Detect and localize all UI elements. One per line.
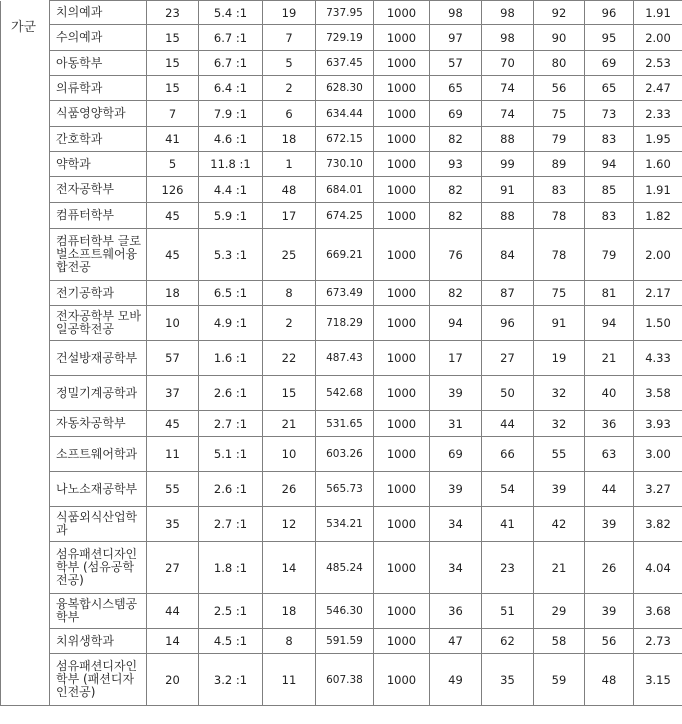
s3-cell: 75 bbox=[534, 281, 585, 306]
s3-cell: 75 bbox=[534, 101, 585, 127]
s3-cell: 80 bbox=[534, 51, 585, 76]
ratio-cell: 6.5 :1 bbox=[199, 281, 263, 306]
score-cell: 729.19 bbox=[316, 25, 374, 51]
ratio-cell: 5.4 :1 bbox=[199, 1, 263, 25]
s3-cell: 78 bbox=[534, 203, 585, 229]
max-cell: 1000 bbox=[374, 411, 430, 437]
score-cell: 591.59 bbox=[316, 629, 374, 654]
score-cell: 674.25 bbox=[316, 203, 374, 229]
ratio-cell: 4.6 :1 bbox=[199, 127, 263, 152]
table-row bbox=[1, 629, 682, 654]
score-cell: 542.68 bbox=[316, 376, 374, 411]
s1-cell: 34 bbox=[430, 542, 482, 594]
s4-cell: 36 bbox=[585, 411, 634, 437]
table-row bbox=[1, 127, 682, 152]
s3-cell: 32 bbox=[534, 376, 585, 411]
s4-cell: 85 bbox=[585, 177, 634, 203]
ratio-cell: 4.5 :1 bbox=[199, 629, 263, 654]
s2-cell: 70 bbox=[482, 51, 534, 76]
dept-cell: 융복합시스템공학부 bbox=[50, 594, 147, 629]
max-cell: 1000 bbox=[374, 25, 430, 51]
grade-cell: 3.58 bbox=[634, 376, 682, 411]
s1-cell: 39 bbox=[430, 472, 482, 507]
score-cell: 634.44 bbox=[316, 101, 374, 127]
s2-cell: 88 bbox=[482, 127, 534, 152]
rank-cell: 14 bbox=[263, 542, 316, 594]
score-cell: 534.21 bbox=[316, 507, 374, 542]
score-cell: 603.26 bbox=[316, 437, 374, 472]
table-row bbox=[1, 507, 682, 542]
quota-cell: 15 bbox=[147, 51, 199, 76]
s4-cell: 39 bbox=[585, 594, 634, 629]
s2-cell: 66 bbox=[482, 437, 534, 472]
score-cell: 487.43 bbox=[316, 341, 374, 376]
max-cell: 1000 bbox=[374, 542, 430, 594]
rank-cell: 15 bbox=[263, 376, 316, 411]
s4-cell: 40 bbox=[585, 376, 634, 411]
s3-cell: 32 bbox=[534, 411, 585, 437]
table-row bbox=[1, 101, 682, 127]
quota-cell: 35 bbox=[147, 507, 199, 542]
max-cell: 1000 bbox=[374, 629, 430, 654]
rank-cell: 48 bbox=[263, 177, 316, 203]
grade-cell: 1.91 bbox=[634, 177, 682, 203]
grade-cell: 2.47 bbox=[634, 76, 682, 101]
s1-cell: 49 bbox=[430, 654, 482, 706]
ratio-cell: 2.6 :1 bbox=[199, 472, 263, 507]
table-row bbox=[1, 594, 682, 629]
dept-cell: 약학과 bbox=[50, 152, 147, 177]
dept-cell: 컴퓨터학부 bbox=[50, 203, 147, 229]
quota-cell: 45 bbox=[147, 229, 199, 281]
dept-cell: 소프트웨어학과 bbox=[50, 437, 147, 472]
table-row bbox=[1, 76, 682, 101]
s2-cell: 88 bbox=[482, 203, 534, 229]
s2-cell: 54 bbox=[482, 472, 534, 507]
rank-cell: 7 bbox=[263, 25, 316, 51]
table-row bbox=[1, 25, 682, 51]
s2-cell: 41 bbox=[482, 507, 534, 542]
rank-cell: 18 bbox=[263, 127, 316, 152]
grade-cell: 4.04 bbox=[634, 542, 682, 594]
rank-cell: 19 bbox=[263, 1, 316, 25]
table-row bbox=[1, 654, 682, 706]
dept-cell: 수의예과 bbox=[50, 25, 147, 51]
s4-cell: 95 bbox=[585, 25, 634, 51]
s4-cell: 44 bbox=[585, 472, 634, 507]
rank-cell: 8 bbox=[263, 629, 316, 654]
rank-cell: 5 bbox=[263, 51, 316, 76]
score-cell: 628.30 bbox=[316, 76, 374, 101]
s1-cell: 39 bbox=[430, 376, 482, 411]
s1-cell: 82 bbox=[430, 203, 482, 229]
s3-cell: 92 bbox=[534, 1, 585, 25]
grade-cell: 1.95 bbox=[634, 127, 682, 152]
score-cell: 531.65 bbox=[316, 411, 374, 437]
quota-cell: 45 bbox=[147, 411, 199, 437]
grade-cell: 2.17 bbox=[634, 281, 682, 306]
rank-cell: 18 bbox=[263, 594, 316, 629]
s1-cell: 34 bbox=[430, 507, 482, 542]
grade-cell: 2.00 bbox=[634, 229, 682, 281]
s3-cell: 59 bbox=[534, 654, 585, 706]
s1-cell: 17 bbox=[430, 341, 482, 376]
s2-cell: 91 bbox=[482, 177, 534, 203]
s4-cell: 48 bbox=[585, 654, 634, 706]
ratio-cell: 4.4 :1 bbox=[199, 177, 263, 203]
s2-cell: 50 bbox=[482, 376, 534, 411]
grade-cell: 4.33 bbox=[634, 341, 682, 376]
score-cell: 637.45 bbox=[316, 51, 374, 76]
max-cell: 1000 bbox=[374, 152, 430, 177]
s2-cell: 51 bbox=[482, 594, 534, 629]
ratio-cell: 2.6 :1 bbox=[199, 376, 263, 411]
grade-cell: 1.60 bbox=[634, 152, 682, 177]
max-cell: 1000 bbox=[374, 229, 430, 281]
s1-cell: 31 bbox=[430, 411, 482, 437]
table-row bbox=[1, 229, 682, 281]
rank-cell: 6 bbox=[263, 101, 316, 127]
s3-cell: 90 bbox=[534, 25, 585, 51]
ratio-cell: 6.4 :1 bbox=[199, 76, 263, 101]
s1-cell: 36 bbox=[430, 594, 482, 629]
dept-cell: 전기공학과 bbox=[50, 281, 147, 306]
dept-cell: 간호학과 bbox=[50, 127, 147, 152]
score-cell: 485.24 bbox=[316, 542, 374, 594]
score-cell: 730.10 bbox=[316, 152, 374, 177]
score-cell: 672.15 bbox=[316, 127, 374, 152]
grade-cell: 2.73 bbox=[634, 629, 682, 654]
grade-cell: 2.53 bbox=[634, 51, 682, 76]
ratio-cell: 2.7 :1 bbox=[199, 411, 263, 437]
quota-cell: 55 bbox=[147, 472, 199, 507]
max-cell: 1000 bbox=[374, 437, 430, 472]
s4-cell: 56 bbox=[585, 629, 634, 654]
quota-cell: 14 bbox=[147, 629, 199, 654]
ratio-cell: 11.8 :1 bbox=[199, 152, 263, 177]
table-row bbox=[1, 152, 682, 177]
grade-cell: 2.00 bbox=[634, 25, 682, 51]
table-row bbox=[1, 203, 682, 229]
rank-cell: 22 bbox=[263, 341, 316, 376]
grade-cell: 1.91 bbox=[634, 1, 682, 25]
s3-cell: 91 bbox=[534, 306, 585, 341]
dept-cell: 컴퓨터학부 글로벌소프트웨어융합전공 bbox=[50, 229, 147, 281]
dept-cell: 건설방재공학부 bbox=[50, 341, 147, 376]
max-cell: 1000 bbox=[374, 203, 430, 229]
quota-cell: 15 bbox=[147, 25, 199, 51]
s1-cell: 69 bbox=[430, 437, 482, 472]
quota-cell: 126 bbox=[147, 177, 199, 203]
s3-cell: 58 bbox=[534, 629, 585, 654]
max-cell: 1000 bbox=[374, 177, 430, 203]
s4-cell: 83 bbox=[585, 127, 634, 152]
grade-cell: 1.50 bbox=[634, 306, 682, 341]
dept-cell: 아동학부 bbox=[50, 51, 147, 76]
s1-cell: 47 bbox=[430, 629, 482, 654]
score-cell: 673.49 bbox=[316, 281, 374, 306]
rank-cell: 21 bbox=[263, 411, 316, 437]
s4-cell: 21 bbox=[585, 341, 634, 376]
s2-cell: 98 bbox=[482, 25, 534, 51]
quota-cell: 45 bbox=[147, 203, 199, 229]
quota-cell: 44 bbox=[147, 594, 199, 629]
rank-cell: 11 bbox=[263, 654, 316, 706]
s1-cell: 57 bbox=[430, 51, 482, 76]
max-cell: 1000 bbox=[374, 376, 430, 411]
quota-cell: 15 bbox=[147, 76, 199, 101]
ratio-cell: 2.5 :1 bbox=[199, 594, 263, 629]
dept-cell: 섬유패션디자인학부 (섬유공학전공) bbox=[50, 542, 147, 594]
rank-cell: 17 bbox=[263, 203, 316, 229]
max-cell: 1000 bbox=[374, 472, 430, 507]
s4-cell: 83 bbox=[585, 203, 634, 229]
max-cell: 1000 bbox=[374, 51, 430, 76]
grade-cell: 3.93 bbox=[634, 411, 682, 437]
s2-cell: 96 bbox=[482, 306, 534, 341]
ratio-cell: 3.2 :1 bbox=[199, 654, 263, 706]
s3-cell: 83 bbox=[534, 177, 585, 203]
max-cell: 1000 bbox=[374, 127, 430, 152]
max-cell: 1000 bbox=[374, 76, 430, 101]
s2-cell: 98 bbox=[482, 1, 534, 25]
s2-cell: 99 bbox=[482, 152, 534, 177]
max-cell: 1000 bbox=[374, 281, 430, 306]
s2-cell: 23 bbox=[482, 542, 534, 594]
s3-cell: 55 bbox=[534, 437, 585, 472]
score-cell: 718.29 bbox=[316, 306, 374, 341]
s1-cell: 69 bbox=[430, 101, 482, 127]
rank-cell: 26 bbox=[263, 472, 316, 507]
s1-cell: 93 bbox=[430, 152, 482, 177]
score-cell: 565.73 bbox=[316, 472, 374, 507]
grade-cell: 3.00 bbox=[634, 437, 682, 472]
s2-cell: 84 bbox=[482, 229, 534, 281]
group-label: 가군 bbox=[1, 1, 50, 706]
table-row bbox=[1, 542, 682, 594]
s4-cell: 79 bbox=[585, 229, 634, 281]
table-row bbox=[1, 281, 682, 306]
s4-cell: 69 bbox=[585, 51, 634, 76]
table-row bbox=[1, 341, 682, 376]
max-cell: 1000 bbox=[374, 654, 430, 706]
table-body bbox=[1, 1, 682, 706]
max-cell: 1000 bbox=[374, 341, 430, 376]
grade-cell: 3.15 bbox=[634, 654, 682, 706]
s3-cell: 42 bbox=[534, 507, 585, 542]
grade-cell: 2.33 bbox=[634, 101, 682, 127]
s1-cell: 94 bbox=[430, 306, 482, 341]
s2-cell: 27 bbox=[482, 341, 534, 376]
table-row bbox=[1, 472, 682, 507]
max-cell: 1000 bbox=[374, 1, 430, 25]
rank-cell: 12 bbox=[263, 507, 316, 542]
s2-cell: 62 bbox=[482, 629, 534, 654]
dept-cell: 치위생학과 bbox=[50, 629, 147, 654]
s3-cell: 79 bbox=[534, 127, 585, 152]
ratio-cell: 1.6 :1 bbox=[199, 341, 263, 376]
quota-cell: 41 bbox=[147, 127, 199, 152]
ratio-cell: 7.9 :1 bbox=[199, 101, 263, 127]
grade-cell: 3.68 bbox=[634, 594, 682, 629]
s3-cell: 56 bbox=[534, 76, 585, 101]
s4-cell: 81 bbox=[585, 281, 634, 306]
s1-cell: 65 bbox=[430, 76, 482, 101]
quota-cell: 23 bbox=[147, 1, 199, 25]
table-row bbox=[1, 51, 682, 76]
max-cell: 1000 bbox=[374, 306, 430, 341]
score-cell: 684.01 bbox=[316, 177, 374, 203]
s1-cell: 82 bbox=[430, 127, 482, 152]
dept-cell: 식품외식산업학과 bbox=[50, 507, 147, 542]
quota-cell: 18 bbox=[147, 281, 199, 306]
dept-cell: 섬유패션디자인학부 (패션디자인전공) bbox=[50, 654, 147, 706]
dept-cell: 전자공학부 bbox=[50, 177, 147, 203]
s2-cell: 74 bbox=[482, 76, 534, 101]
dept-cell: 정밀기계공학과 bbox=[50, 376, 147, 411]
table-row bbox=[1, 411, 682, 437]
s3-cell: 89 bbox=[534, 152, 585, 177]
score-cell: 669.21 bbox=[316, 229, 374, 281]
table-row bbox=[1, 1, 682, 25]
table-row bbox=[1, 177, 682, 203]
s3-cell: 39 bbox=[534, 472, 585, 507]
max-cell: 1000 bbox=[374, 594, 430, 629]
s1-cell: 82 bbox=[430, 177, 482, 203]
grade-cell: 3.82 bbox=[634, 507, 682, 542]
s2-cell: 87 bbox=[482, 281, 534, 306]
s4-cell: 26 bbox=[585, 542, 634, 594]
ratio-cell: 5.9 :1 bbox=[199, 203, 263, 229]
s3-cell: 78 bbox=[534, 229, 585, 281]
ratio-cell: 5.3 :1 bbox=[199, 229, 263, 281]
rank-cell: 25 bbox=[263, 229, 316, 281]
dept-cell: 치의예과 bbox=[50, 1, 147, 25]
dept-cell: 식품영양학과 bbox=[50, 101, 147, 127]
score-cell: 737.95 bbox=[316, 1, 374, 25]
quota-cell: 20 bbox=[147, 654, 199, 706]
s1-cell: 97 bbox=[430, 25, 482, 51]
max-cell: 1000 bbox=[374, 507, 430, 542]
s3-cell: 29 bbox=[534, 594, 585, 629]
ratio-cell: 5.1 :1 bbox=[199, 437, 263, 472]
s1-cell: 98 bbox=[430, 1, 482, 25]
rank-cell: 2 bbox=[263, 306, 316, 341]
quota-cell: 7 bbox=[147, 101, 199, 127]
ratio-cell: 6.7 :1 bbox=[199, 25, 263, 51]
rank-cell: 8 bbox=[263, 281, 316, 306]
ratio-cell: 2.7 :1 bbox=[199, 507, 263, 542]
dept-cell: 나노소재공학부 bbox=[50, 472, 147, 507]
quota-cell: 10 bbox=[147, 306, 199, 341]
s4-cell: 39 bbox=[585, 507, 634, 542]
s4-cell: 94 bbox=[585, 152, 634, 177]
ratio-cell: 1.8 :1 bbox=[199, 542, 263, 594]
rank-cell: 10 bbox=[263, 437, 316, 472]
grade-cell: 1.82 bbox=[634, 203, 682, 229]
ratio-cell: 4.9 :1 bbox=[199, 306, 263, 341]
score-cell: 607.38 bbox=[316, 654, 374, 706]
score-cell: 546.30 bbox=[316, 594, 374, 629]
s4-cell: 73 bbox=[585, 101, 634, 127]
ratio-cell: 6.7 :1 bbox=[199, 51, 263, 76]
table-row bbox=[1, 306, 682, 341]
s2-cell: 44 bbox=[482, 411, 534, 437]
s2-cell: 35 bbox=[482, 654, 534, 706]
rank-cell: 1 bbox=[263, 152, 316, 177]
grade-cell: 3.27 bbox=[634, 472, 682, 507]
table-row bbox=[1, 376, 682, 411]
s4-cell: 63 bbox=[585, 437, 634, 472]
s4-cell: 94 bbox=[585, 306, 634, 341]
max-cell: 1000 bbox=[374, 101, 430, 127]
dept-cell: 자동차공학부 bbox=[50, 411, 147, 437]
dept-cell: 의류학과 bbox=[50, 76, 147, 101]
rank-cell: 2 bbox=[263, 76, 316, 101]
quota-cell: 37 bbox=[147, 376, 199, 411]
quota-cell: 57 bbox=[147, 341, 199, 376]
quota-cell: 5 bbox=[147, 152, 199, 177]
s3-cell: 19 bbox=[534, 341, 585, 376]
dept-cell: 전자공학부 모바일공학전공 bbox=[50, 306, 147, 341]
s1-cell: 76 bbox=[430, 229, 482, 281]
s1-cell: 82 bbox=[430, 281, 482, 306]
table-row bbox=[1, 437, 682, 472]
s4-cell: 65 bbox=[585, 76, 634, 101]
quota-cell: 11 bbox=[147, 437, 199, 472]
s4-cell: 96 bbox=[585, 1, 634, 25]
quota-cell: 27 bbox=[147, 542, 199, 594]
s3-cell: 21 bbox=[534, 542, 585, 594]
s2-cell: 74 bbox=[482, 101, 534, 127]
